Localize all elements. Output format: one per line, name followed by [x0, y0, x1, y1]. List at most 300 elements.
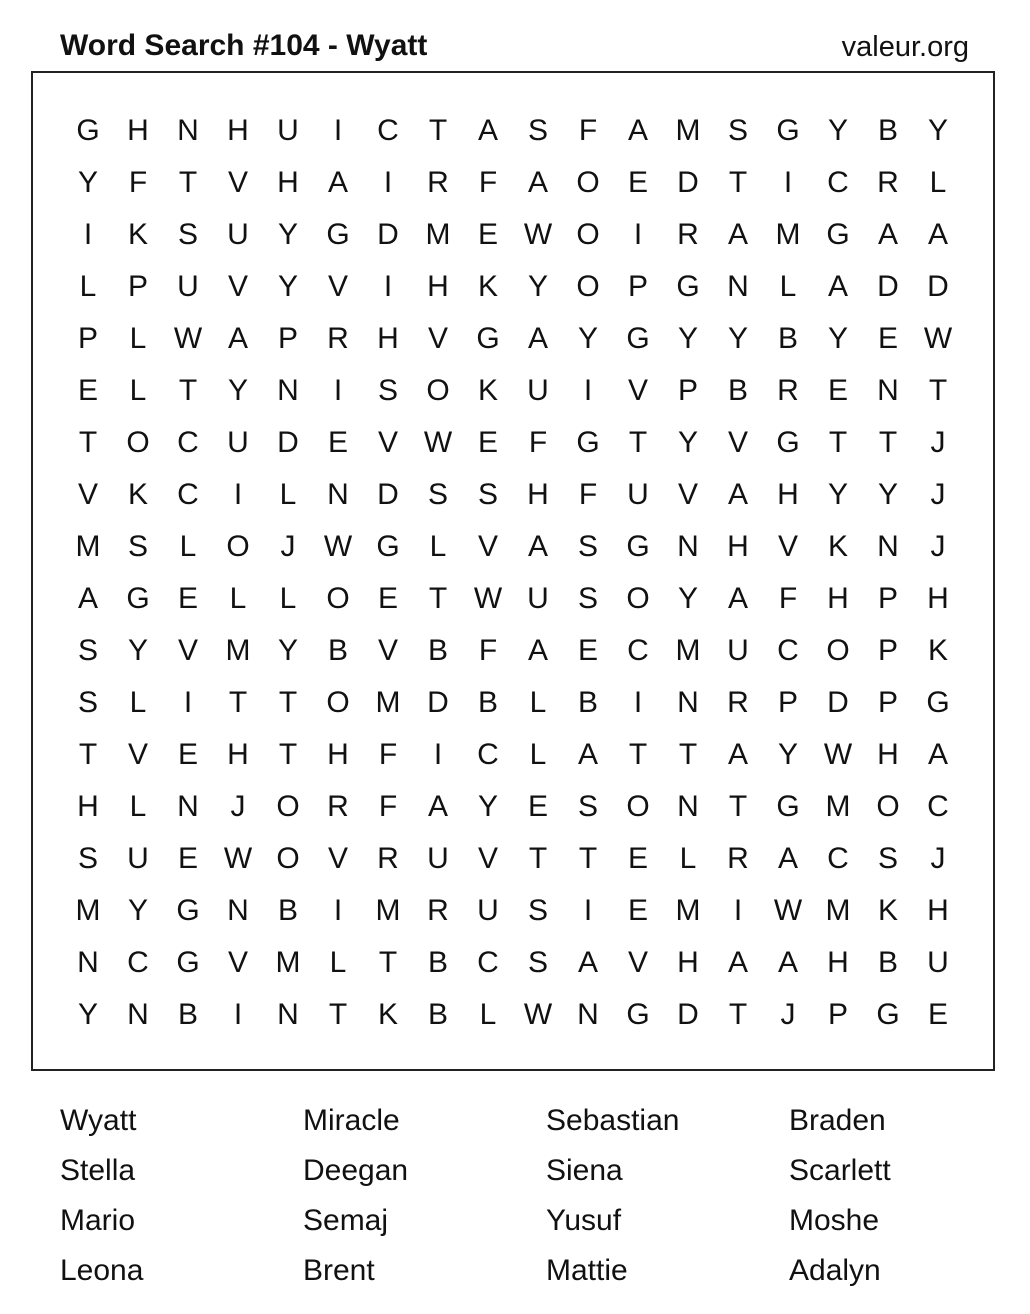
grid-cell: N [877, 530, 899, 563]
site-name: valeur.org [841, 31, 969, 63]
grid-cell: O [326, 686, 350, 719]
grid-cell: G [776, 114, 800, 147]
grid-cell: H [327, 738, 349, 771]
grid-cell: U [427, 842, 449, 875]
grid-cell: A [527, 322, 548, 355]
grid-cell: M [75, 894, 101, 927]
word-list-item: Wyatt [60, 1104, 137, 1137]
grid-cell: F [378, 790, 398, 823]
grid-cell: D [927, 270, 949, 303]
grid-cell: Y [677, 322, 698, 355]
grid-cell: P [277, 322, 298, 355]
grid-cell: B [277, 894, 298, 927]
grid-cell: L [779, 270, 797, 303]
grid-cell: P [627, 270, 648, 303]
grid-cell: R [877, 166, 899, 199]
grid-cell: W [223, 842, 253, 875]
grid-cell: H [827, 946, 849, 979]
grid-cell: I [83, 218, 93, 251]
grid-cell: G [76, 114, 100, 147]
grid-cell: N [327, 478, 349, 511]
grid-cell: A [727, 478, 748, 511]
grid-cell: W [423, 426, 453, 459]
word-list-item: Miracle [303, 1104, 400, 1137]
word-list-item: Scarlett [789, 1154, 891, 1187]
grid-cell: N [677, 686, 699, 719]
grid-cell: Y [877, 478, 898, 511]
grid-cell: E [177, 582, 198, 615]
grid-cell: T [728, 790, 748, 823]
grid-cell: L [529, 686, 547, 719]
word-list-item: Adalyn [789, 1254, 881, 1287]
grid-cell: Y [127, 634, 148, 667]
grid-cell: E [177, 738, 198, 771]
grid-cell: E [177, 842, 198, 875]
grid-cell: Y [827, 322, 848, 355]
grid-cell: A [527, 166, 548, 199]
grid-cell: M [375, 894, 401, 927]
grid-cell: L [129, 374, 147, 407]
grid-cell: I [233, 478, 243, 511]
grid-cell: U [277, 114, 299, 147]
grid-cell: G [176, 894, 200, 927]
grid-cell: I [383, 270, 393, 303]
grid-cell: E [77, 374, 98, 407]
grid-cell: M [825, 894, 851, 927]
grid-cell: O [126, 426, 150, 459]
grid-cell: V [777, 530, 798, 563]
grid-cell: T [278, 686, 298, 719]
grid-cell: B [777, 322, 798, 355]
grid-cell: H [227, 738, 249, 771]
word-list-item: Semaj [303, 1204, 389, 1237]
grid-cell: T [628, 426, 648, 459]
grid-cell: G [626, 530, 650, 563]
grid-cell: U [227, 426, 249, 459]
grid-cell: Y [777, 738, 798, 771]
grid-cell: I [183, 686, 193, 719]
grid-cell: C [477, 946, 499, 979]
grid-cell: B [327, 634, 348, 667]
grid-cell: V [427, 322, 448, 355]
grid-cell: U [527, 582, 549, 615]
grid-cell: J [930, 426, 946, 459]
grid-cell: B [427, 998, 448, 1031]
grid-cell: M [775, 218, 801, 251]
word-list-item: Sebastian [546, 1104, 680, 1137]
grid-cell: C [177, 426, 199, 459]
grid-cell: S [427, 478, 448, 511]
grid-cell: O [226, 530, 250, 563]
grid-cell: P [877, 582, 898, 615]
grid-cell: M [675, 114, 701, 147]
grid-cell: V [127, 738, 148, 771]
grid-cell: C [827, 842, 849, 875]
grid-cell: G [926, 686, 950, 719]
grid-cell: G [776, 426, 800, 459]
grid-cell: T [678, 738, 698, 771]
grid-cell: I [783, 166, 793, 199]
grid-cell: M [675, 894, 701, 927]
grid-cell: J [930, 530, 946, 563]
grid-cell: E [877, 322, 898, 355]
grid-cell: S [727, 114, 748, 147]
grid-cell: H [277, 166, 299, 199]
grid-cell: L [129, 686, 147, 719]
grid-cell: K [127, 478, 148, 511]
grid-cell: L [429, 530, 447, 563]
grid-cell: E [627, 894, 648, 927]
grid-cell: T [228, 686, 248, 719]
grid-cell: R [727, 686, 749, 719]
grid-cell: R [427, 894, 449, 927]
word-list-item: Mattie [546, 1254, 628, 1287]
grid-cell: D [677, 998, 699, 1031]
grid-cell: M [425, 218, 451, 251]
grid-cell: R [427, 166, 449, 199]
grid-cell: T [428, 114, 448, 147]
grid-cell: O [276, 842, 300, 875]
grid-cell: F [778, 582, 798, 615]
grid-cell: Y [827, 114, 848, 147]
grid-cell: L [179, 530, 197, 563]
word-list-item: Leona [60, 1254, 144, 1287]
grid-cell: N [577, 998, 599, 1031]
grid-cell: A [477, 114, 498, 147]
grid-cell: U [177, 270, 199, 303]
grid-cell: K [377, 998, 398, 1031]
letter-grid [63, 105, 963, 1041]
grid-cell: L [129, 322, 147, 355]
grid-cell: H [427, 270, 449, 303]
grid-cell: E [627, 166, 648, 199]
grid-cell: A [77, 582, 98, 615]
grid-cell: L [279, 582, 297, 615]
grid-cell: W [473, 582, 503, 615]
grid-cell: L [279, 478, 297, 511]
grid-cell: I [633, 218, 643, 251]
grid-cell: R [677, 218, 699, 251]
grid-cell: O [876, 790, 900, 823]
word-list-item: Moshe [789, 1204, 880, 1237]
grid-cell: O [626, 582, 650, 615]
grid-cell: B [427, 634, 448, 667]
grid-cell: V [627, 374, 648, 407]
grid-cell: E [527, 790, 548, 823]
grid-cell: U [477, 894, 499, 927]
grid-cell: P [127, 270, 148, 303]
grid-cell: V [227, 166, 248, 199]
grid-cell: R [377, 842, 399, 875]
grid-cell: F [478, 634, 498, 667]
grid-cell: D [377, 218, 399, 251]
grid-cell: K [127, 218, 148, 251]
grid-cell: Y [577, 322, 598, 355]
grid-cell: Y [277, 270, 298, 303]
grid-cell: N [877, 374, 899, 407]
grid-cell: Y [927, 114, 948, 147]
grid-cell: W [523, 998, 553, 1031]
grid-cell: V [327, 270, 348, 303]
grid-cell: S [577, 582, 598, 615]
grid-cell: S [527, 946, 548, 979]
grid-cell: O [576, 218, 600, 251]
grid-cell: E [627, 842, 648, 875]
grid-cell: Y [227, 374, 248, 407]
grid-cell: H [227, 114, 249, 147]
grid-cell: K [477, 374, 498, 407]
grid-cell: M [825, 790, 851, 823]
grid-cell: L [929, 166, 947, 199]
grid-cell: P [777, 686, 798, 719]
grid-cell: Y [827, 478, 848, 511]
grid-cell: L [329, 946, 347, 979]
grid-cell: S [577, 790, 598, 823]
grid-cell: T [578, 842, 598, 875]
grid-cell: A [427, 790, 448, 823]
grid-cell: I [733, 894, 743, 927]
grid-cell: M [375, 686, 401, 719]
grid-cell: H [877, 738, 899, 771]
grid-cell: V [627, 946, 648, 979]
grid-cell: T [528, 842, 548, 875]
grid-cell: U [227, 218, 249, 251]
grid-cell: A [527, 634, 548, 667]
word-list-item: Siena [546, 1154, 623, 1187]
grid-cell: E [577, 634, 598, 667]
grid-cell: S [527, 894, 548, 927]
grid-cell: C [477, 738, 499, 771]
grid-cell: V [177, 634, 198, 667]
grid-cell: Y [727, 322, 748, 355]
grid-cell: T [278, 738, 298, 771]
grid-cell: G [776, 790, 800, 823]
grid-cell: O [326, 582, 350, 615]
grid-cell: F [128, 166, 148, 199]
grid-cell: A [527, 530, 548, 563]
grid-cell: O [576, 166, 600, 199]
grid-cell: I [233, 998, 243, 1031]
grid-cell: V [377, 426, 398, 459]
grid-cell: L [229, 582, 247, 615]
grid-cell: B [427, 946, 448, 979]
grid-cell: S [177, 218, 198, 251]
grid-cell: V [327, 842, 348, 875]
grid-cell: T [878, 426, 898, 459]
grid-cell: N [277, 998, 299, 1031]
grid-cell: A [627, 114, 648, 147]
grid-cell: P [77, 322, 98, 355]
grid-cell: V [477, 842, 498, 875]
grid-cell: S [77, 686, 98, 719]
grid-cell: Y [127, 894, 148, 927]
grid-cell: E [827, 374, 848, 407]
grid-cell: S [877, 842, 898, 875]
grid-cell: V [477, 530, 498, 563]
grid-cell: H [727, 530, 749, 563]
grid-cell: Y [677, 426, 698, 459]
grid-cell: W [923, 322, 953, 355]
grid-cell: W [773, 894, 803, 927]
grid-cell: H [827, 582, 849, 615]
grid-cell: V [77, 478, 98, 511]
grid-cell: A [827, 270, 848, 303]
grid-cell: L [479, 998, 497, 1031]
grid-cell: A [877, 218, 898, 251]
grid-cell: G [626, 998, 650, 1031]
word-list-item: Braden [789, 1104, 886, 1137]
grid-cell: C [927, 790, 949, 823]
grid-cell: F [478, 166, 498, 199]
grid-cell: N [727, 270, 749, 303]
grid-cell: W [823, 738, 853, 771]
grid-cell: W [523, 218, 553, 251]
grid-cell: G [376, 530, 400, 563]
word-list-item: Mario [60, 1204, 136, 1237]
grid-cell: Y [77, 166, 98, 199]
grid-cell: K [477, 270, 498, 303]
grid-cell: T [178, 166, 198, 199]
grid-cell: B [577, 686, 598, 719]
grid-cell: L [679, 842, 697, 875]
grid-cell: N [127, 998, 149, 1031]
grid-cell: L [129, 790, 147, 823]
grid-cell: G [676, 270, 700, 303]
grid-cell: A [727, 738, 748, 771]
grid-cell: J [280, 530, 296, 563]
grid-cell: T [378, 946, 398, 979]
grid-cell: A [777, 842, 798, 875]
grid-cell: C [377, 114, 399, 147]
grid-cell: R [327, 322, 349, 355]
grid-cell: I [583, 374, 593, 407]
grid-cell: S [477, 478, 498, 511]
grid-cell: A [777, 946, 798, 979]
grid-cell: I [333, 374, 343, 407]
grid-cell: K [927, 634, 948, 667]
grid-cell: G [176, 946, 200, 979]
word-list-item: Yusuf [546, 1204, 622, 1237]
grid-cell: L [529, 738, 547, 771]
grid-cell: U [727, 634, 749, 667]
grid-cell: V [227, 270, 248, 303]
grid-cell: S [527, 114, 548, 147]
grid-cell: O [426, 374, 450, 407]
grid-cell: N [677, 790, 699, 823]
grid-cell: I [583, 894, 593, 927]
word-list-item: Stella [60, 1154, 136, 1187]
grid-cell: A [227, 322, 248, 355]
grid-cell: M [225, 634, 251, 667]
grid-cell: A [727, 946, 748, 979]
grid-cell: F [578, 114, 598, 147]
grid-cell: C [777, 634, 799, 667]
grid-cell: J [230, 790, 246, 823]
grid-cell: S [77, 842, 98, 875]
grid-cell: D [427, 686, 449, 719]
grid-cell: D [377, 478, 399, 511]
grid-cell: J [930, 478, 946, 511]
grid-cell: T [628, 738, 648, 771]
grid-cell: Y [477, 790, 498, 823]
grid-cell: H [527, 478, 549, 511]
grid-cell: N [227, 894, 249, 927]
grid-cell: Y [527, 270, 548, 303]
grid-cell: T [828, 426, 848, 459]
grid-cell: Y [77, 998, 98, 1031]
grid-cell: I [383, 166, 393, 199]
grid-cell: U [127, 842, 149, 875]
grid-cell: D [677, 166, 699, 199]
grid-cell: N [677, 530, 699, 563]
grid-cell: I [633, 686, 643, 719]
grid-cell: S [377, 374, 398, 407]
grid-cell: M [75, 530, 101, 563]
grid-cell: E [927, 998, 948, 1031]
grid-cell: R [327, 790, 349, 823]
grid-cell: A [727, 582, 748, 615]
grid-cell: B [877, 114, 898, 147]
grid-cell: O [576, 270, 600, 303]
word-list [60, 1096, 1030, 1296]
grid-cell: E [477, 218, 498, 251]
grid-cell: G [476, 322, 500, 355]
grid-cell: S [77, 634, 98, 667]
grid-cell: U [527, 374, 549, 407]
grid-cell: T [78, 426, 98, 459]
grid-cell: P [877, 686, 898, 719]
grid-cell: T [728, 166, 748, 199]
grid-cell: T [728, 998, 748, 1031]
grid-cell: S [127, 530, 148, 563]
grid-cell: F [578, 478, 598, 511]
grid-cell: M [675, 634, 701, 667]
grid-cell: G [876, 998, 900, 1031]
grid-cell: C [827, 166, 849, 199]
grid-cell: A [927, 738, 948, 771]
grid-cell: I [333, 894, 343, 927]
grid-cell: T [428, 582, 448, 615]
grid-cell: E [477, 426, 498, 459]
grid-cell: B [727, 374, 748, 407]
grid-cell: V [227, 946, 248, 979]
grid-cell: A [727, 218, 748, 251]
grid-cell: H [77, 790, 99, 823]
grid-cell: E [377, 582, 398, 615]
grid-cell: I [433, 738, 443, 771]
grid-cell: C [177, 478, 199, 511]
grid-cell: S [577, 530, 598, 563]
grid-cell: O [826, 634, 850, 667]
grid-cell: M [275, 946, 301, 979]
grid-cell: N [277, 374, 299, 407]
grid-cell: W [323, 530, 353, 563]
grid-cell: Y [277, 218, 298, 251]
grid-cell: F [528, 426, 548, 459]
grid-cell: N [177, 114, 199, 147]
grid-cell: B [177, 998, 198, 1031]
grid-cell: J [780, 998, 796, 1031]
grid-cell: A [577, 946, 598, 979]
grid-cell: B [477, 686, 498, 719]
grid-cell: P [877, 634, 898, 667]
grid-cell: F [378, 738, 398, 771]
grid-cell: W [173, 322, 203, 355]
page-title: Word Search #104 - Wyatt [60, 29, 428, 62]
grid-cell: T [78, 738, 98, 771]
grid-cell: I [333, 114, 343, 147]
grid-cell: V [377, 634, 398, 667]
